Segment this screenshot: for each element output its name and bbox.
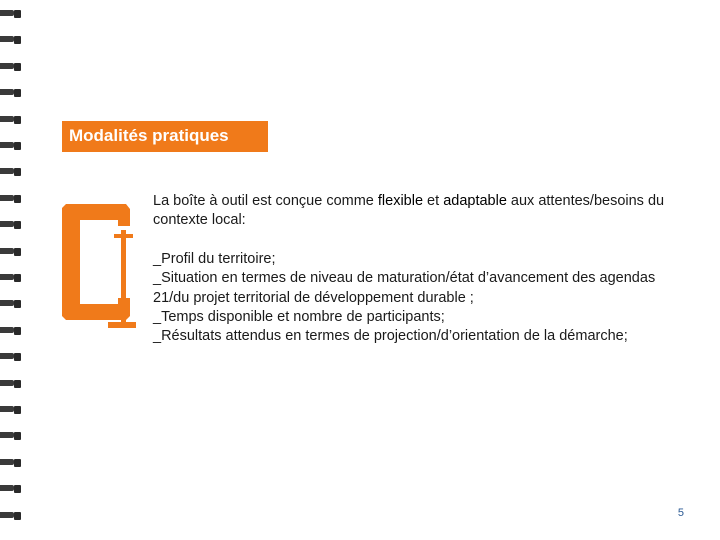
intro-adaptable: adaptable [443,193,507,209]
intro-paragraph [153,192,693,231]
clamp-icon [60,200,136,332]
binding-ring [0,142,22,151]
intro-flexible: flexible [377,193,424,209]
intro-text-1: La boîte à outil est conçue comme [153,193,378,209]
binding-ring [0,63,22,72]
section-title: Modalités pratiques [69,126,229,145]
list-item: _Situation en termes de niveau de maturation/état d’avancement des agendas 21/du projet territorial de développement durable ; [153,270,656,306]
binding-ring [0,512,22,521]
section-title-box [62,121,268,152]
binding-ring [0,432,22,441]
spiral-binding [0,0,24,540]
binding-ring [0,406,22,415]
binding-ring [0,353,22,362]
binding-ring [0,168,22,177]
list-item: _Résultats attendus en termes de projection/d’orientation de la démarche; [153,328,628,345]
criteria-list [153,250,693,347]
binding-ring [0,36,22,45]
binding-ring [0,380,22,389]
binding-ring [0,221,22,230]
binding-ring [0,248,22,257]
binding-ring [0,459,22,468]
list-item: _Profil du territoire; [153,250,276,267]
binding-ring [0,195,22,204]
binding-ring [0,116,22,125]
clamp-icon-svg [60,200,136,332]
binding-ring [0,89,22,98]
slide-body [153,192,693,347]
binding-ring [0,485,22,494]
binding-ring [0,300,22,309]
intro-text-2: et [423,193,444,209]
page-number: 5 [677,507,684,519]
intro-text-3: aux attentes/besoins du contexte local: [153,193,665,229]
binding-ring [0,274,22,283]
binding-ring [0,10,22,19]
list-item: _Temps disponible et nombre de participants; [153,309,445,326]
binding-ring [0,327,22,336]
